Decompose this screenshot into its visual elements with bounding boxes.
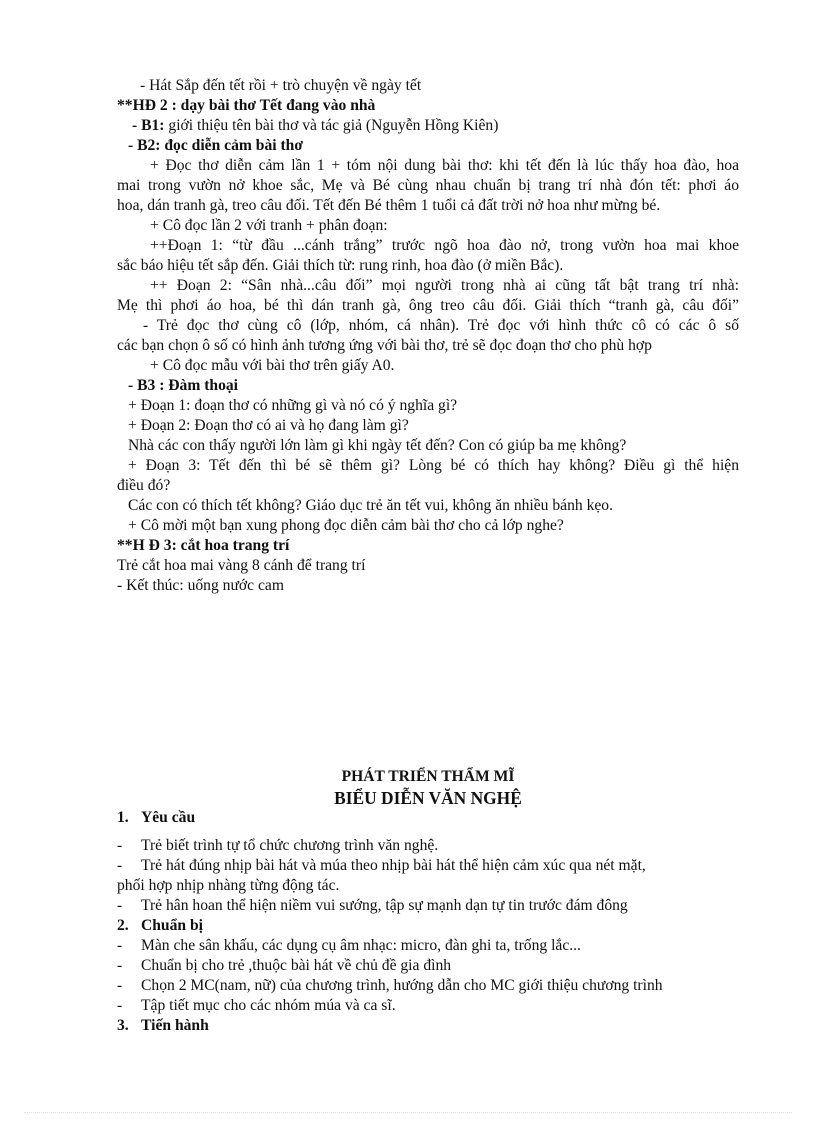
- subject-title: PHÁT TRIỂN THẨM MĨ: [341, 768, 515, 785]
- text-line: ++Đoạn 1: “từ đầu ...cánh trắng” trước ngõ hoa đào nở, trong vườn hoa mai khoe: [150, 237, 739, 254]
- list-item: [117, 936, 739, 956]
- section-number: 1.: [117, 809, 129, 826]
- list-item-text: Màn che sân khấu, các dụng cụ âm nhạc: micro, đàn ghi ta, trống lắc...: [141, 937, 581, 954]
- list-item: [117, 836, 739, 856]
- step-heading: - B2: đọc diễn cảm bài thơ: [128, 137, 303, 154]
- list-item-continuation: phối hợp nhịp nhàng từng động tác.: [117, 877, 340, 894]
- list-item: [117, 956, 739, 976]
- text-line: ++ Đoạn 2: “Sân nhà...câu đối” mọi người trong nhà ai cũng tất bật trang trí nhà:: [150, 277, 739, 294]
- text-line: + Cô đọc lần 2 với tranh + phân đoạn:: [150, 217, 388, 234]
- section-number: 3.: [117, 1017, 129, 1034]
- section-title: Chuẩn bị: [141, 917, 203, 934]
- lesson-title: BIỂU DIỄN VĂN NGHỆ: [334, 788, 522, 808]
- text-line: Trẻ cắt hoa mai vàng 8 cánh để trang trí: [117, 557, 366, 574]
- page-bottom-divider: [24, 1112, 792, 1113]
- section-heading: [117, 916, 739, 936]
- list-item: [117, 976, 739, 996]
- list-item-text: Trẻ biết trình tự tổ chức chương trình văn nghệ.: [141, 837, 439, 854]
- text-line: điều đó?: [117, 477, 171, 494]
- text-line: + Đoạn 1: đoạn thơ có những gì và nó có ý nghĩa gì?: [128, 397, 458, 414]
- text-line: các bạn chọn ô số có hình ảnh tương ứng với bài thơ, trẻ sẽ đọc đoạn thơ cho phù hợp: [117, 337, 652, 354]
- bullet-dash: -: [117, 857, 123, 874]
- list-item: [117, 996, 739, 1016]
- text-line: Nhà các con thấy người lớn làm gì khi ngày tết đến? Con có giúp ba mẹ không?: [128, 437, 627, 454]
- text-line: - Hát Sắp đến tết rồi + trò chuyện về ngày tết: [140, 77, 422, 94]
- bullet-dash: -: [117, 897, 123, 914]
- text-line: hoa, dán tranh gà, treo câu đối. Tết đến Bé thêm 1 tuổi cả đất trời nở hoa như mừng bé.: [117, 197, 661, 214]
- list-item: [117, 896, 739, 916]
- activity-heading: **HĐ 2 : dạy bài thơ Tết đang vào nhà: [117, 97, 376, 114]
- bullet-dash: -: [117, 997, 123, 1014]
- text-line: - Trẻ đọc thơ cùng cô (lớp, nhóm, cá nhân). Trẻ đọc với hình thức cô có các ô số: [143, 317, 739, 334]
- text-line: + Cô đọc mẫu với bài thơ trên giấy A0.: [150, 357, 395, 374]
- list-item-text: Tập tiết mục cho các nhóm múa và ca sĩ.: [141, 997, 396, 1014]
- text-line: + Đoạn 2: Đoạn thơ có ai và họ đang làm gì?: [128, 417, 409, 434]
- text-line: sắc báo hiệu tết sắp đến. Giải thích từ: rung rinh, hoa đào (ở miền Bắc).: [117, 257, 564, 274]
- section-title: Yêu cầu: [141, 809, 196, 826]
- text-line: mai trong vườn nở khoe sắc, Mẹ và Bé cùng nhau chuẩn bị trang trí nhà đón tết: phơi áo: [117, 177, 739, 194]
- section-heading: [117, 1016, 739, 1036]
- text-line: + Cô mời một bạn xung phong đọc diễn cảm bài thơ cho cả lớp nghe?: [128, 517, 564, 534]
- text-line: + Đọc thơ diễn cảm lần 1 + tóm nội dung bài thơ: khi tết đến là lúc thấy hoa đào, hoa: [150, 157, 739, 174]
- bullet-dash: -: [117, 957, 123, 974]
- list-item-text: Trẻ hát đúng nhịp bài hát và múa theo nhịp bài hát thể hiện cảm xúc qua nét mặt,: [141, 857, 646, 874]
- section-title: Tiến hành: [141, 1017, 209, 1034]
- list-item-text: Chuẩn bị cho trẻ ,thuộc bài hát về chủ đề gia đình: [141, 957, 452, 974]
- text-line: [132, 116, 754, 136]
- bullet-dash: -: [117, 977, 123, 994]
- activity-heading: **H Đ 3: cắt hoa trang trí: [117, 537, 290, 554]
- list-item-text: Trẻ hân hoan thể hiện niềm vui sướng, tập sự mạnh dạn tự tin trước đám đông: [141, 897, 628, 914]
- list-item-text: Chọn 2 MC(nam, nữ) của chương trình, hướng dẫn cho MC giới thiệu chương trình: [141, 977, 663, 994]
- bullet-dash: -: [117, 937, 123, 954]
- section-number: 2.: [117, 917, 129, 934]
- text-line: + Đoạn 3: Tết đến thì bé sẽ thêm gì? Lòng bé có thích hay không? Điều gì thể hiện: [128, 457, 739, 474]
- text-line: - Kết thúc: uống nước cam: [117, 577, 284, 594]
- bullet-dash: -: [117, 837, 123, 854]
- text-line: Các con có thích tết không? Giáo dục trẻ ăn tết vui, không ăn nhiều bánh kẹo.: [128, 497, 613, 514]
- step-heading: - B3 : Đàm thoại: [128, 377, 239, 394]
- text-line: Mẹ thì phơi áo hoa, bé thì dán tranh gà, ông treo câu đối. Giải thích “tranh gà, câu đối”: [117, 297, 739, 314]
- step-label: - B1:: [132, 117, 165, 134]
- list-item: [117, 856, 739, 876]
- step-text: giới thiệu tên bài thơ và tác giả (Nguyễn Hồng Kiên): [168, 117, 499, 134]
- section-heading: [117, 808, 739, 828]
